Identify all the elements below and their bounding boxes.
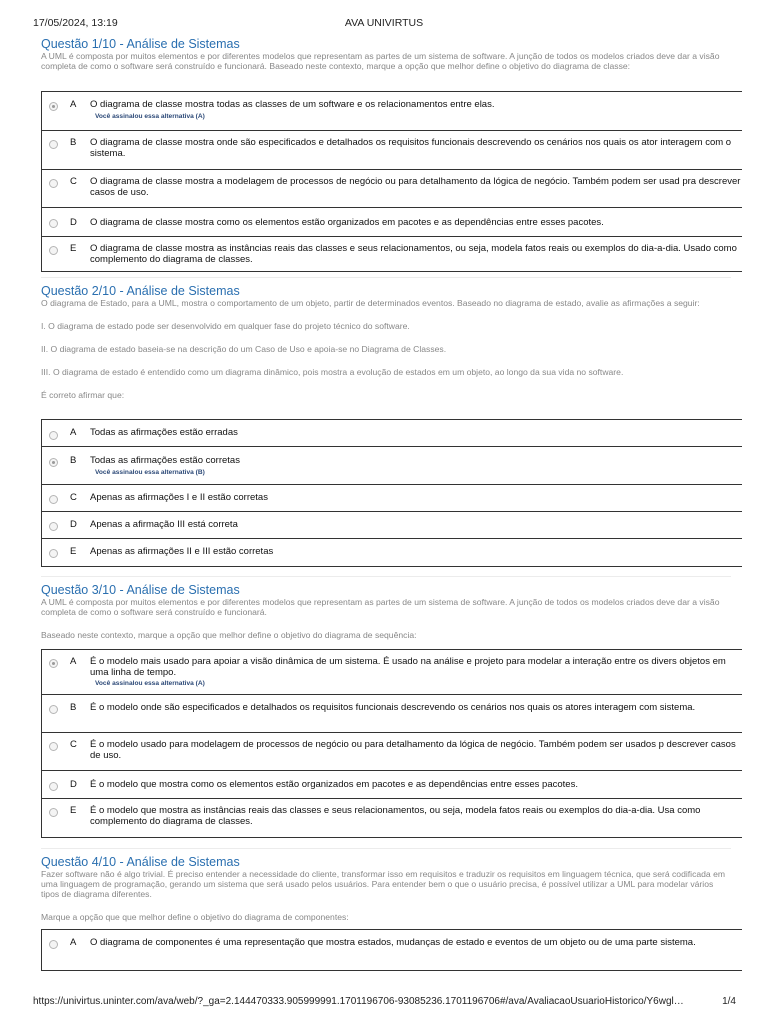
radio-button[interactable]	[49, 782, 58, 791]
alternative-letter: A	[70, 427, 77, 438]
question-prompt: É correto afirmar que:	[41, 390, 125, 400]
page-url: https://univirtus.uninter.com/ava/web/?_ga=2.144470333.905999991.1701196706-93085236.1701196706#/ava/AvaliacaoUsuarioHistorico/Y6wgl…	[33, 996, 684, 1007]
question-text: A UML é composta por muitos elementos e por diferentes modelos que representam as partes de um sistema de software. A junção de todos os modelos criados deve dar a visão completa de como o software será construído e funcionará. Baseado neste contexto, marque a opção que melhor define o objetivo do diagrama de classe:	[41, 51, 720, 71]
alternative-letter: C	[70, 739, 77, 750]
question-text: Fazer software não é algo trivial. É preciso entender a necessidade do cliente, transformar isso em requisitos e traduzir os requisitos em linguagem técnica, que será codificada em uma linguagem de programação, gerando um sistema que será usado pelos usuários. Para entender bem o que o usuário precisa, é possível utilizar a UML para modelar vários tipos de diagrama diferentes.	[41, 869, 726, 899]
question-2	[41, 284, 731, 400]
radio-button[interactable]	[49, 742, 58, 751]
question-text: A UML é composta por muitos elementos e por diferentes modelos que representam as partes de um sistema de software. A junção de todos os modelos criados deve dar a visão completa de como o software será construído e funcionará.	[41, 597, 720, 617]
radio-button[interactable]	[49, 940, 58, 949]
radio-button-selected[interactable]	[49, 659, 58, 668]
radio-button-selected[interactable]	[49, 102, 58, 111]
print-date: 17/05/2024, 13:19	[33, 17, 118, 29]
alternative-text: O diagrama de classe mostra as instâncias reais das classes e seus relacionamentos, ou seja, modela fatos reais ou exemplos do dia-a-dia. Usado como complemento do diagrama de classes.	[90, 243, 737, 265]
alternative-letter: D	[70, 217, 77, 228]
alternative-text: É o modelo onde são especificados e detalhados os requisitos funcionais descrevendo os cenários nos quais os atores interagem com sistema.	[90, 702, 696, 713]
alternative-d[interactable]	[42, 771, 742, 799]
alternative-a[interactable]	[42, 92, 742, 131]
question-title: Questão 2/10 - Análise de Sistemas	[41, 284, 240, 298]
radio-button[interactable]	[49, 179, 58, 188]
alternative-a[interactable]	[42, 930, 742, 970]
radio-button[interactable]	[49, 246, 58, 255]
alternative-letter: A	[70, 99, 77, 110]
radio-button[interactable]	[49, 549, 58, 558]
alternative-text: É o modelo que mostra as instâncias reais das classes e seus relacionamentos, ou seja, modela fatos reais ou exemplos do dia-a-dia. Usa como complemento do diagrama de classes.	[90, 805, 701, 827]
alternative-b[interactable]	[42, 695, 742, 733]
divider	[41, 848, 731, 849]
alternative-letter: D	[70, 779, 77, 790]
alternative-text: O diagrama de classe mostra todas as classes de um software e os relacionamentos entre elas.	[90, 99, 495, 110]
statement-ii: II. O diagrama de estado baseia-se na descrição do um Caso de Uso e apoia-se no Diagrama de Classes.	[41, 344, 447, 354]
statement-iii: III. O diagrama de estado é entendido como um diagrama dinâmico, pois mostra a evolução de estados em um objeto, ao longo da sua vida no software.	[41, 367, 624, 377]
page-title: AVA UNIVIRTUS	[344, 17, 424, 29]
alternative-letter: E	[70, 243, 77, 254]
alternative-text: O diagrama de classe mostra onde são especificados e detalhados os requisitos funcionais descrevendo os cenários nos quais os ator interagem com o sistema.	[90, 137, 732, 159]
alternative-text: Todas as afirmações estão erradas	[90, 427, 238, 438]
alternative-letter: B	[70, 702, 77, 713]
radio-button[interactable]	[49, 495, 58, 504]
question-3	[41, 583, 731, 640]
alternative-letter: D	[70, 519, 77, 530]
alternative-text: Apenas a afirmação III está correta	[90, 519, 238, 530]
alternative-letter: B	[70, 137, 77, 148]
question-title: Questão 1/10 - Análise de Sistemas	[41, 37, 240, 51]
alternative-letter: E	[70, 805, 77, 816]
question-1	[41, 37, 731, 71]
alternative-letter: A	[70, 656, 77, 667]
alternative-text: Apenas as afirmações II e III estão corretas	[90, 546, 274, 557]
selected-answer-note: Você assinalou essa alternativa (A)	[95, 680, 205, 687]
alternative-letter: C	[70, 176, 77, 187]
alternative-a[interactable]	[42, 420, 742, 447]
question-4	[41, 855, 731, 922]
question-1-alternatives	[41, 91, 742, 272]
question-prompt: Baseado neste contexto, marque a opção que melhor define o objetivo do diagrama de sequência:	[41, 630, 417, 640]
question-4-alternatives	[41, 929, 742, 971]
statement-i: I. O diagrama de estado pode ser desenvolvido em qualquer fase do projeto técnico do software.	[41, 321, 410, 331]
alternative-text: O diagrama de classe mostra como os elementos estão organizados em pacotes e as dependências entre esses pacotes.	[90, 217, 604, 228]
alternative-b[interactable]	[42, 131, 742, 170]
radio-button[interactable]	[49, 140, 58, 149]
question-prompt: Marque a opção que que melhor define o objetivo do diagrama de componentes:	[41, 912, 349, 922]
page-number: 1/4	[722, 996, 736, 1007]
radio-button[interactable]	[49, 808, 58, 817]
radio-button[interactable]	[49, 431, 58, 440]
alternative-text: O diagrama de componentes é uma representação que mostra estados, mudanças de estado e eventos de um objeto ou de uma parte sistema.	[90, 937, 696, 948]
alternative-c[interactable]	[42, 733, 742, 771]
radio-button[interactable]	[49, 522, 58, 531]
radio-button-selected[interactable]	[49, 458, 58, 467]
alternative-d[interactable]	[42, 208, 742, 237]
alternative-e[interactable]	[42, 237, 742, 271]
alternative-c[interactable]	[42, 170, 742, 208]
alternative-letter: C	[70, 492, 77, 503]
question-2-alternatives	[41, 419, 742, 567]
selected-answer-note: Você assinalou essa alternativa (B)	[95, 469, 205, 476]
question-text: O diagrama de Estado, para a UML, mostra o comportamento de um objeto, partir de determinados eventos. Baseado no diagrama de estado, avalie as afirmações a seguir:	[41, 298, 700, 308]
alternative-letter: E	[70, 546, 77, 557]
alternative-letter: B	[70, 455, 77, 466]
question-title: Questão 4/10 - Análise de Sistemas	[41, 855, 240, 869]
divider	[41, 576, 731, 577]
alternative-text: É o modelo mais usado para apoiar a visão dinâmica de um sistema. É usado na análise e projeto para modelar a interação entre os divers objetos em uma linha de tempo.	[90, 656, 726, 678]
alternative-letter: A	[70, 937, 77, 948]
alternative-d[interactable]	[42, 512, 742, 539]
alternative-text: O diagrama de classe mostra a modelagem de processos de negócio ou para detalhamento da lógica de negócio. Também podem ser usad pra descrever casos de uso.	[90, 176, 741, 198]
alternative-b[interactable]	[42, 447, 742, 485]
alternative-text: É o modelo usado para modelagem de processos de negócio ou para detalhamento da lógica de negócio. Também podem ser usados p descrever casos de uso.	[90, 739, 736, 761]
alternative-text: Apenas as afirmações I e II estão corretas	[90, 492, 268, 503]
alternative-e[interactable]	[42, 799, 742, 837]
selected-answer-note: Você assinalou essa alternativa (A)	[95, 113, 205, 120]
question-title: Questão 3/10 - Análise de Sistemas	[41, 583, 240, 597]
alternative-text: É o modelo que mostra como os elementos estão organizados em pacotes e as dependências entre esses pacotes.	[90, 779, 578, 790]
radio-button[interactable]	[49, 219, 58, 228]
alternative-text: Todas as afirmações estão corretas	[90, 455, 240, 466]
alternative-c[interactable]	[42, 485, 742, 512]
alternative-a[interactable]	[42, 650, 742, 695]
radio-button[interactable]	[49, 705, 58, 714]
divider	[41, 277, 731, 278]
alternative-e[interactable]	[42, 539, 742, 566]
question-3-alternatives	[41, 649, 742, 838]
